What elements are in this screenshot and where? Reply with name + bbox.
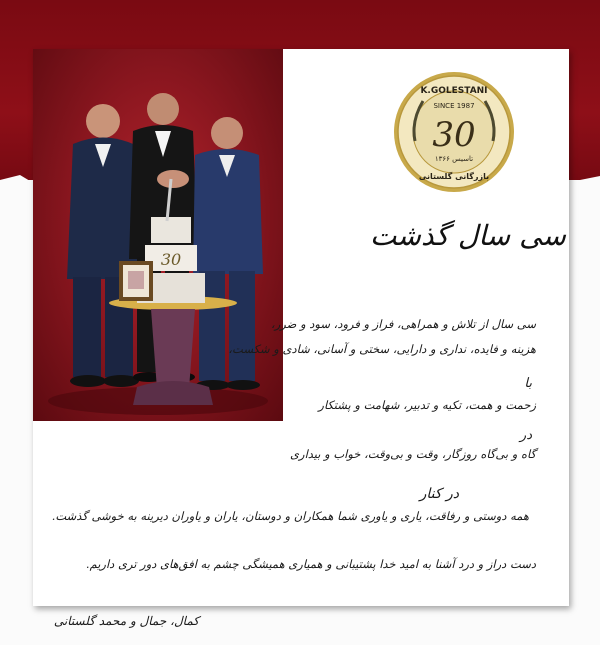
letter-line-2: هزینه و فایده، نداری و دارایی، سختی و آسانی، شادی و شکست، [228, 342, 536, 356]
photo-illustration [33, 49, 283, 421]
framed-picture [119, 261, 153, 301]
letter-line-5: در [519, 428, 532, 443]
letter-line-4: زحمت و همت، تکیه و تدبیر، شهامت و پشتکار [318, 398, 536, 412]
letter-line-6: گاه و بی‌گاه روزگار، وقت و بی‌وقت، خواب و بیداری [290, 447, 536, 461]
anniversary-seal [393, 71, 515, 193]
seal-persian-name: بازرگانی گلستانی [418, 172, 490, 181]
seal-number: 30 [432, 115, 476, 155]
letter-title: سی سال گذشت [370, 219, 566, 252]
joined-hands [157, 170, 189, 188]
cake-topper-number: 30 [160, 250, 182, 269]
seal-brand: K.GOLESTANI [420, 86, 488, 96]
letter-line-8: همه دوستی و رفاقت، یاری و یاوری شما همکاران و دوستان، یاران و یاوران دیرینه به خوشی گذشت. [51, 509, 529, 523]
seal-persian-year: تاسیس ۱۳۶۶ [434, 155, 474, 163]
letter-line-1: سی سال از تلاش و همراهی، فراز و فرود، سود و ضرر، [271, 317, 536, 331]
letter-line-3: با [524, 376, 532, 391]
letter-signature: کمال، جمال و محمد گلستانی [53, 614, 199, 628]
letter-card [33, 49, 569, 628]
seal-since: SINCE 1987 [433, 102, 475, 110]
letter-line-7: در کنار [419, 486, 459, 502]
letter-line-9: دست دراز و درد آشنا به امید خدا پشتیبانی و همیاری همیشگی چشم به افق‌های دور تری داریم. [85, 557, 536, 571]
celebration-photo [33, 49, 283, 421]
